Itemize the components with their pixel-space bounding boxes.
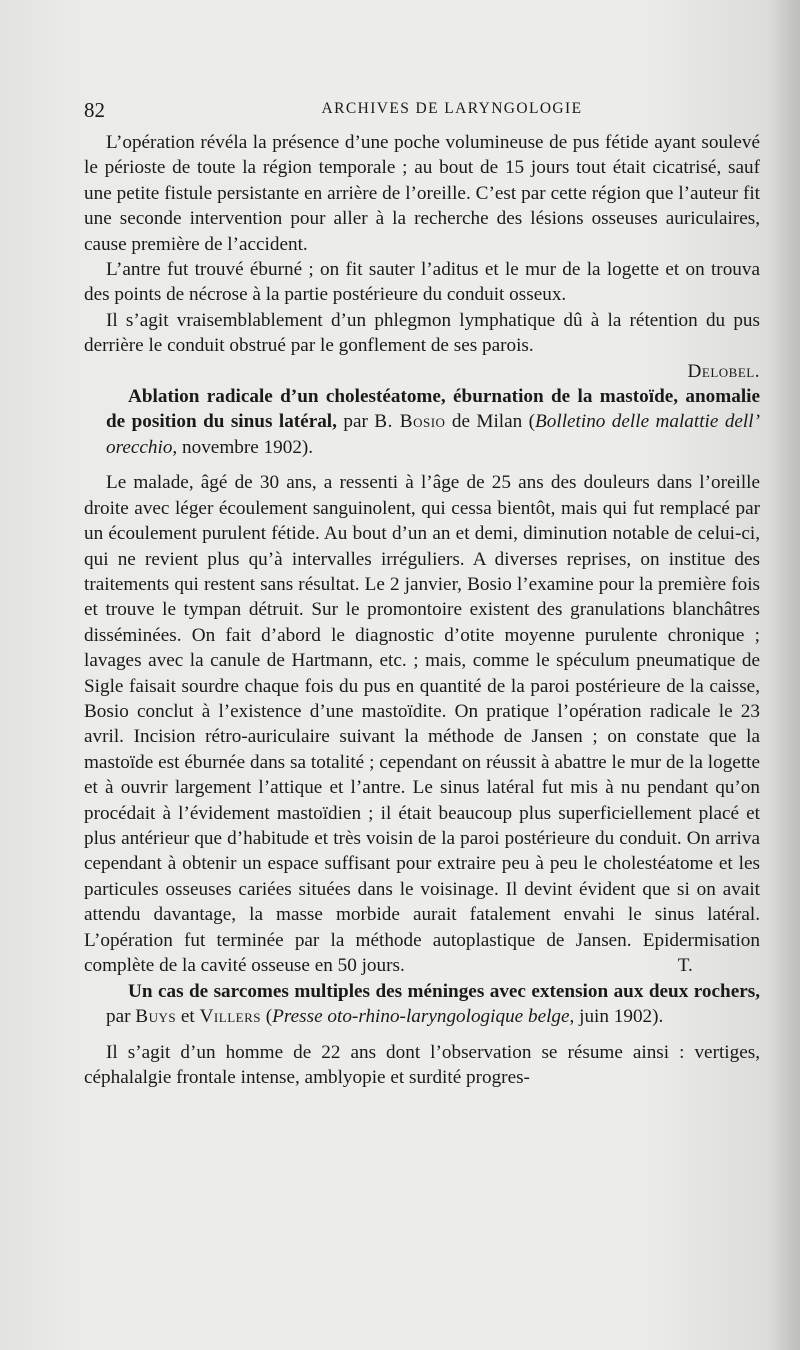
- journal-title: Bolletino delle malattie dell’ orecchio: [106, 411, 760, 458]
- paragraph: Le malade, âgé de 30 ans, a ressenti à l’âge de 25 ans des douleurs dans l’oreille droite avec léger écoulement sanguinolent, qui cessa bientôt, mais qui fut remplacé par un écoulement purulent fétide. Au bout d’un an et demi, diminution notable de celui-ci, qui ne revient plus qu’à intervalles irréguliers. A diverses reprises, on institue des traitements qui restent sans résultat. Le 2 janvier, Bosio l’examine pour la première fois et trouve le tympan détruit. Sur le promontoire existent des granulations blanchâtres disséminées. On fait d’abord le diagnostic d’otite moyenne purulente chronique ; lavages avec la canule de Hartmann, etc. ; mais, comme le spéculum pneumatique de Sigle faisait sourdre chaque fois du pus en quantité de la paroi postérieure de la caisse, Bosio conclut à l’existence d’une mastoïdite. On pratique l’opération radicale le 23 avril. Incision rétro-auriculaire suivant la méthode de Jansen ; on constate que la mastoïde est éburnée dans sa totalité ; cependant on réussit à abattre le mur de la logette et à ouvrir largement l’attique et l’antre. Le sinus latéral fut mis à nu pendant qu’on procédait à l’évidement mastoïdien ; il était beaucoup plus superficiellement placé et plus antérieur que d’habitude et très voisin de la paroi postérieure du conduit. On arriva cependant à obtenir un espace suffisant pour extraire peu à peu le cholestéatome et les particules osseuses cariées situées dans le voisinage. Il devint évident que si on avait attendu davantage, la masse morbide aurait fatalement envahi le sinus latéral. L’opération fut terminée par la méthode autoplastique de Jansen. Epidermisation complète de la cavité osseuse en 50 jours.: [84, 472, 760, 976]
- entry-author: B. Bosio: [374, 411, 446, 433]
- entry-title: Ablation radicale d’un cholestéatome, éburnation de la mastoïde, anomalie de position du sinus latéral, par B. Bosio de Milan (Bolletino delle malattie dell’ orecchio, novembre 1902).: [106, 386, 760, 458]
- article-body: [84, 130, 760, 1090]
- publication-date: , novembre 1902).: [172, 436, 314, 458]
- journal-title: Presse oto-rhino-laryngologique belge: [272, 1006, 570, 1028]
- author-signature: Delobel.: [687, 360, 760, 382]
- page-header: [84, 98, 760, 122]
- entry-author: Buys: [135, 1006, 177, 1028]
- paragraph: Il s’agit vraisemblablement d’un phlegmon lymphatique dû à la rétention du pus derrière le conduit obstrué par le gonflement de ses parois.: [84, 309, 760, 357]
- entry-author: Villers: [199, 1006, 261, 1028]
- paragraph: Il s’agit d’un homme de 22 ans dont l’observation se résume ainsi : vertiges, céphalalgie frontale intense, amblyopie et surdité progres-: [84, 1041, 760, 1089]
- running-title: ARCHIVES DE LARYNGOLOGIE: [321, 100, 583, 117]
- entry-title-text: Un cas de sarcomes multiples des méninges avec extension aux deux rochers,: [128, 980, 760, 1002]
- paragraph: L’opération révéla la présence d’une poche volumineuse de pus fétide ayant soulevé le périoste de toute la région temporale ; au bout de 15 jours tout était cicatrisé, sauf une petite fistule persistante en arrière de l’oreille. C’est par cette région que l’auteur fit une seconde intervention pour aller à la recherche des lésions osseuses auriculaires, cause première de l’accident.: [84, 132, 760, 255]
- page-number: 82: [84, 98, 105, 122]
- author-signature: T.: [677, 955, 693, 977]
- entry-title-text: Ablation radicale d’un cholestéatome, éburnation de la mastoïde, anomalie de position du sinus latéral,: [106, 386, 760, 433]
- entry-title: Un cas de sarcomes multiples des méninges avec extension aux deux rochers, par Buys et Villers (Presse oto-rhino-laryngologique belge, juin 1902).: [106, 980, 760, 1028]
- publication-date: , juin 1902).: [569, 1006, 664, 1028]
- paragraph: L’antre fut trouvé éburné ; on fit sauter l’aditus et le mur de la logette et on trouva des points de nécrose à la partie postérieure du conduit osseux.: [84, 259, 760, 306]
